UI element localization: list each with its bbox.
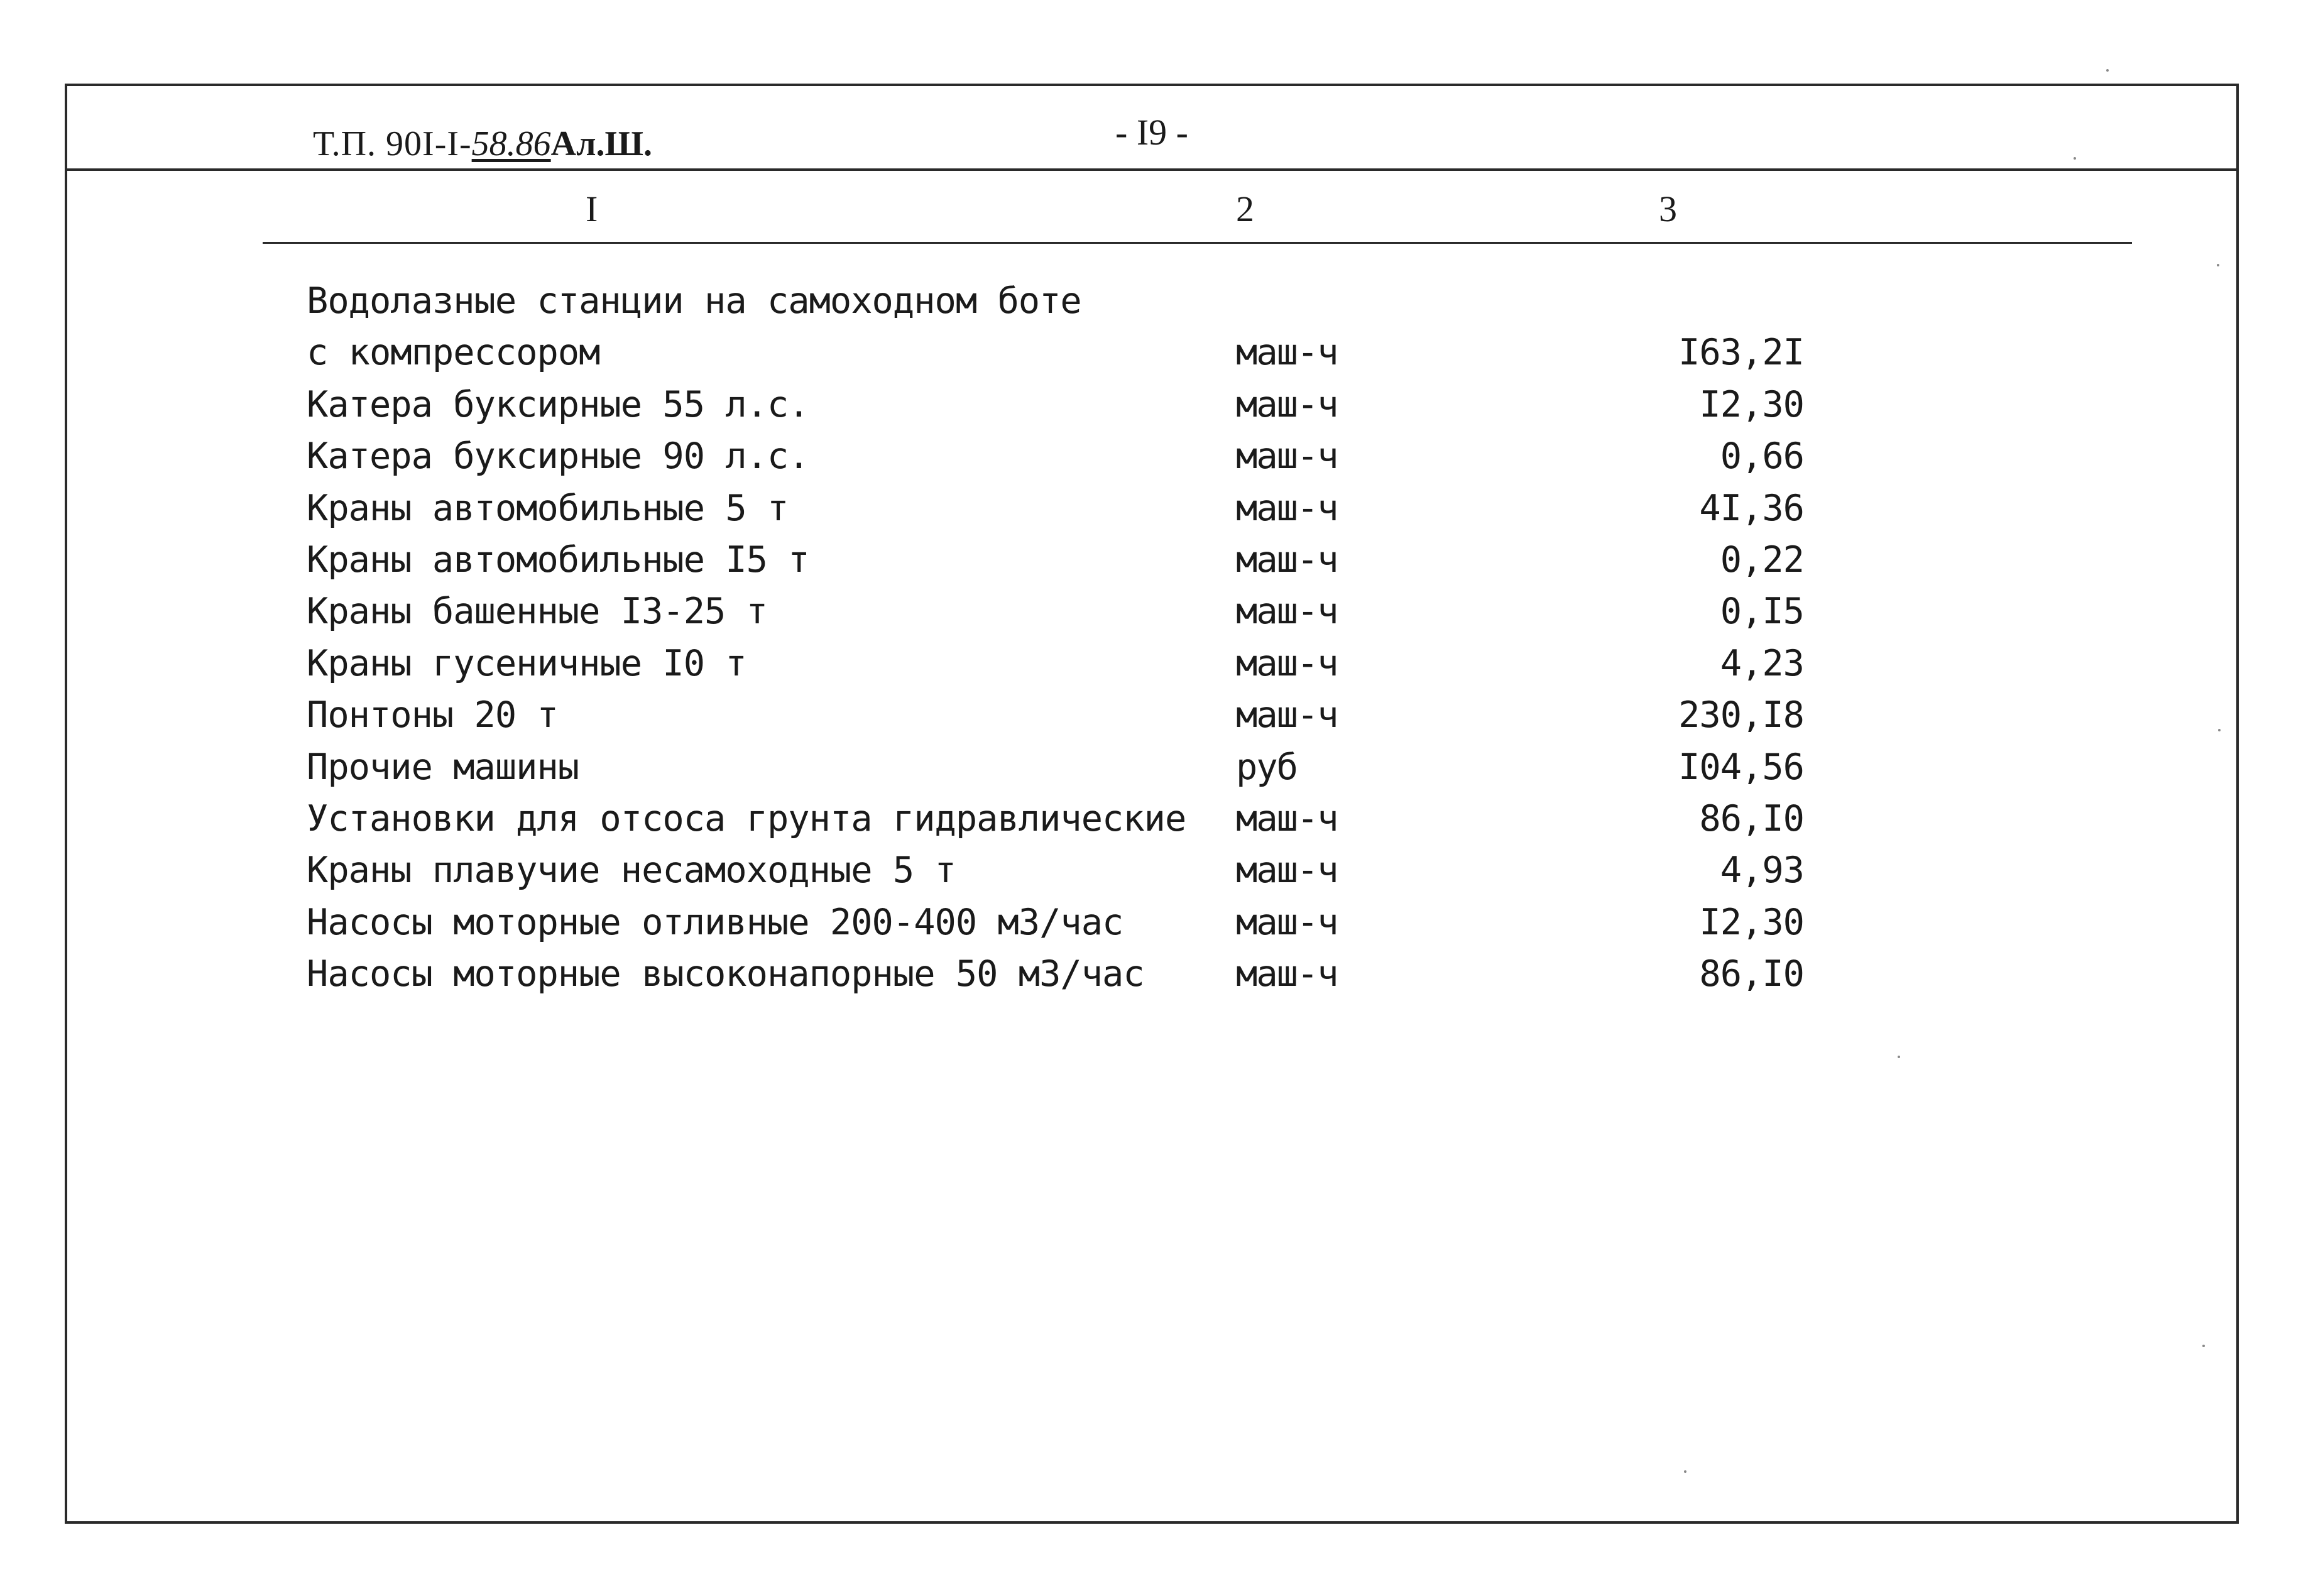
header-divider — [65, 168, 2239, 171]
table-row — [0, 948, 2301, 1000]
machinery-table — [0, 275, 2301, 1000]
row-name: Насосы моторные высоконапорные 50 м3/час — [307, 953, 1144, 995]
row-value: I63,2I — [1678, 332, 1804, 374]
column-header-1: I — [586, 189, 598, 229]
row-unit: маш-ч — [1236, 642, 1338, 684]
row-name: Краны башенные I3-25 т — [307, 591, 767, 633]
row-value: 86,I0 — [1699, 797, 1804, 839]
column-header-3: 3 — [1659, 189, 1677, 229]
column-header-2: 2 — [1236, 189, 1254, 229]
row-unit: маш-ч — [1236, 901, 1338, 943]
table-row — [0, 379, 2301, 430]
row-unit: маш-ч — [1236, 850, 1338, 892]
row-unit: маш-ч — [1236, 487, 1338, 529]
row-unit: маш-ч — [1236, 435, 1338, 478]
row-value: 0,I5 — [1720, 591, 1804, 633]
document-code-suffix: Ал.Ш. — [550, 124, 652, 163]
row-unit: маш-ч — [1236, 797, 1338, 839]
scan-speck — [1898, 1056, 1900, 1058]
scan-speck — [2074, 157, 2076, 160]
row-unit: маш-ч — [1236, 538, 1338, 581]
table-row — [0, 430, 2301, 482]
scan-speck — [2202, 1345, 2205, 1347]
page-number: - I9 - — [1115, 112, 1188, 153]
row-name: Катера буксирные 55 л.с. — [307, 383, 809, 425]
table-row — [0, 741, 2301, 793]
row-unit: маш-ч — [1236, 383, 1338, 425]
document-code — [313, 123, 652, 165]
scan-speck — [1684, 1470, 1686, 1473]
table-row — [0, 689, 2301, 741]
row-name: Катера буксирные 90 л.с. — [307, 435, 809, 478]
row-name: с компрессором — [307, 332, 600, 374]
document-code-prefix: Т.П. 90I-I- — [313, 124, 472, 163]
column-header-divider — [263, 242, 2132, 244]
row-value: 4,93 — [1720, 850, 1804, 892]
scan-speck — [2106, 69, 2109, 72]
row-name: Установки для отсоса грунта гидравлические — [307, 797, 1186, 839]
row-value: I2,30 — [1699, 901, 1804, 943]
table-row — [0, 897, 2301, 948]
row-name: Краны плавучие несамоходные 5 т — [307, 850, 956, 892]
row-value: 4I,36 — [1699, 487, 1804, 529]
table-row — [0, 638, 2301, 689]
table-row — [0, 844, 2301, 896]
row-name: Прочие машины — [307, 746, 579, 788]
row-unit: маш-ч — [1236, 953, 1338, 995]
row-value: 4,23 — [1720, 642, 1804, 684]
row-value: 86,I0 — [1699, 953, 1804, 995]
row-unit: маш-ч — [1236, 332, 1338, 374]
row-value: I2,30 — [1699, 383, 1804, 425]
table-row — [0, 483, 2301, 534]
row-unit: маш-ч — [1236, 591, 1338, 633]
table-row — [0, 327, 2301, 378]
row-value: 0,22 — [1720, 538, 1804, 581]
table-row — [0, 275, 2301, 327]
row-name: Краны автомобильные 5 т — [307, 487, 789, 529]
row-unit: маш-ч — [1236, 694, 1338, 736]
scan-speck — [2217, 264, 2219, 266]
scan-speck — [2218, 729, 2221, 731]
row-value: 230,I8 — [1678, 694, 1804, 736]
row-value: I04,56 — [1678, 746, 1804, 788]
row-name: Понтоны 20 т — [307, 694, 558, 736]
table-row — [0, 586, 2301, 637]
row-name: Краны гусеничные I0 т — [307, 642, 746, 684]
row-value: 0,66 — [1720, 435, 1804, 478]
row-unit: руб — [1236, 746, 1297, 788]
row-name: Водолазные станции на самоходном боте — [307, 280, 1081, 322]
table-row — [0, 793, 2301, 844]
row-name: Краны автомобильные I5 т — [307, 538, 809, 581]
document-code-handwritten: 58.86 — [471, 124, 551, 163]
table-row — [0, 534, 2301, 586]
row-name: Насосы моторные отливные 200-400 м3/час — [307, 901, 1123, 943]
